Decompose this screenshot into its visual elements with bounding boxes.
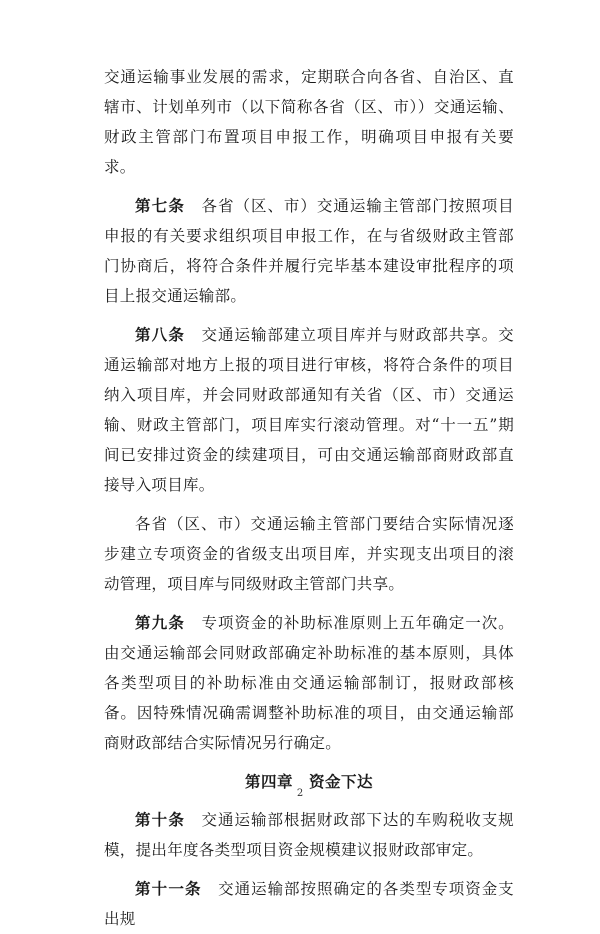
article-9 bbox=[104, 608, 514, 758]
paragraph-provincial-project-library: 各省（区、市）交通运输主管部门要结合实际情况逐步建立专项资金的省级支出项目库，并实现支出项目的滚动管理，项目库与同级财政主管部门共享。 bbox=[104, 515, 514, 593]
page-number: 2 bbox=[296, 788, 304, 799]
article-10 bbox=[104, 805, 514, 865]
article-8-text: 交通运输部建立项目库并与财政部共享。交通运输部对地方上报的项目进行审核，将符合条件的项目纳入项目库，并会同财政部通知有关省（区、市）交通运输、财政主管部门，项目库实行滚动管理。对“十一五”期间已安排过资金的续建项目，可由交通运输部商财政部直接导入项目库。 bbox=[104, 326, 514, 494]
article-11-text: 交通运输部按照确定的各类型专项资金支出规 bbox=[104, 880, 514, 928]
article-11 bbox=[104, 874, 514, 934]
article-7-label: 第七条 bbox=[135, 197, 186, 215]
article-10-label: 第十条 bbox=[135, 811, 186, 829]
article-8-label: 第八条 bbox=[135, 326, 186, 344]
article-10-text: 交通运输部根据财政部下达的车购税收支规模，提出年度各类型项目资金规模建议报财政部审定。 bbox=[104, 811, 514, 859]
article-9-label: 第九条 bbox=[135, 614, 186, 632]
paragraph-continuation: 交通运输事业发展的需求，定期联合向各省、自治区、直辖市、计划单列市（以下简称各省（区、市））交通运输、财政主管部门布置项目申报工作，明确项目申报有关要求。 bbox=[104, 68, 514, 176]
article-9-text: 专项资金的补助标准原则上五年确定一次。由交通运输部会同财政部确定补助标准的基本原则，具体各类型项目的补助标准由交通运输部制订，报财政部核备。因特殊情况确需调整补助标准的项目，由交通运输部商财政部结合实际情况另行确定。 bbox=[104, 614, 514, 752]
chapter-heading: 第四章 资金下达 bbox=[244, 773, 373, 791]
article-8 bbox=[104, 320, 514, 500]
article-7 bbox=[104, 191, 514, 311]
article-7-text: 各省（区、市）交通运输主管部门按照项目申报的有关要求组织项目申报工作，在与省级财政主管部门协商后，将符合条件并履行完毕基本建设审批程序的项目上报交通运输部。 bbox=[104, 197, 514, 305]
article-11-label: 第十一条 bbox=[135, 880, 202, 898]
